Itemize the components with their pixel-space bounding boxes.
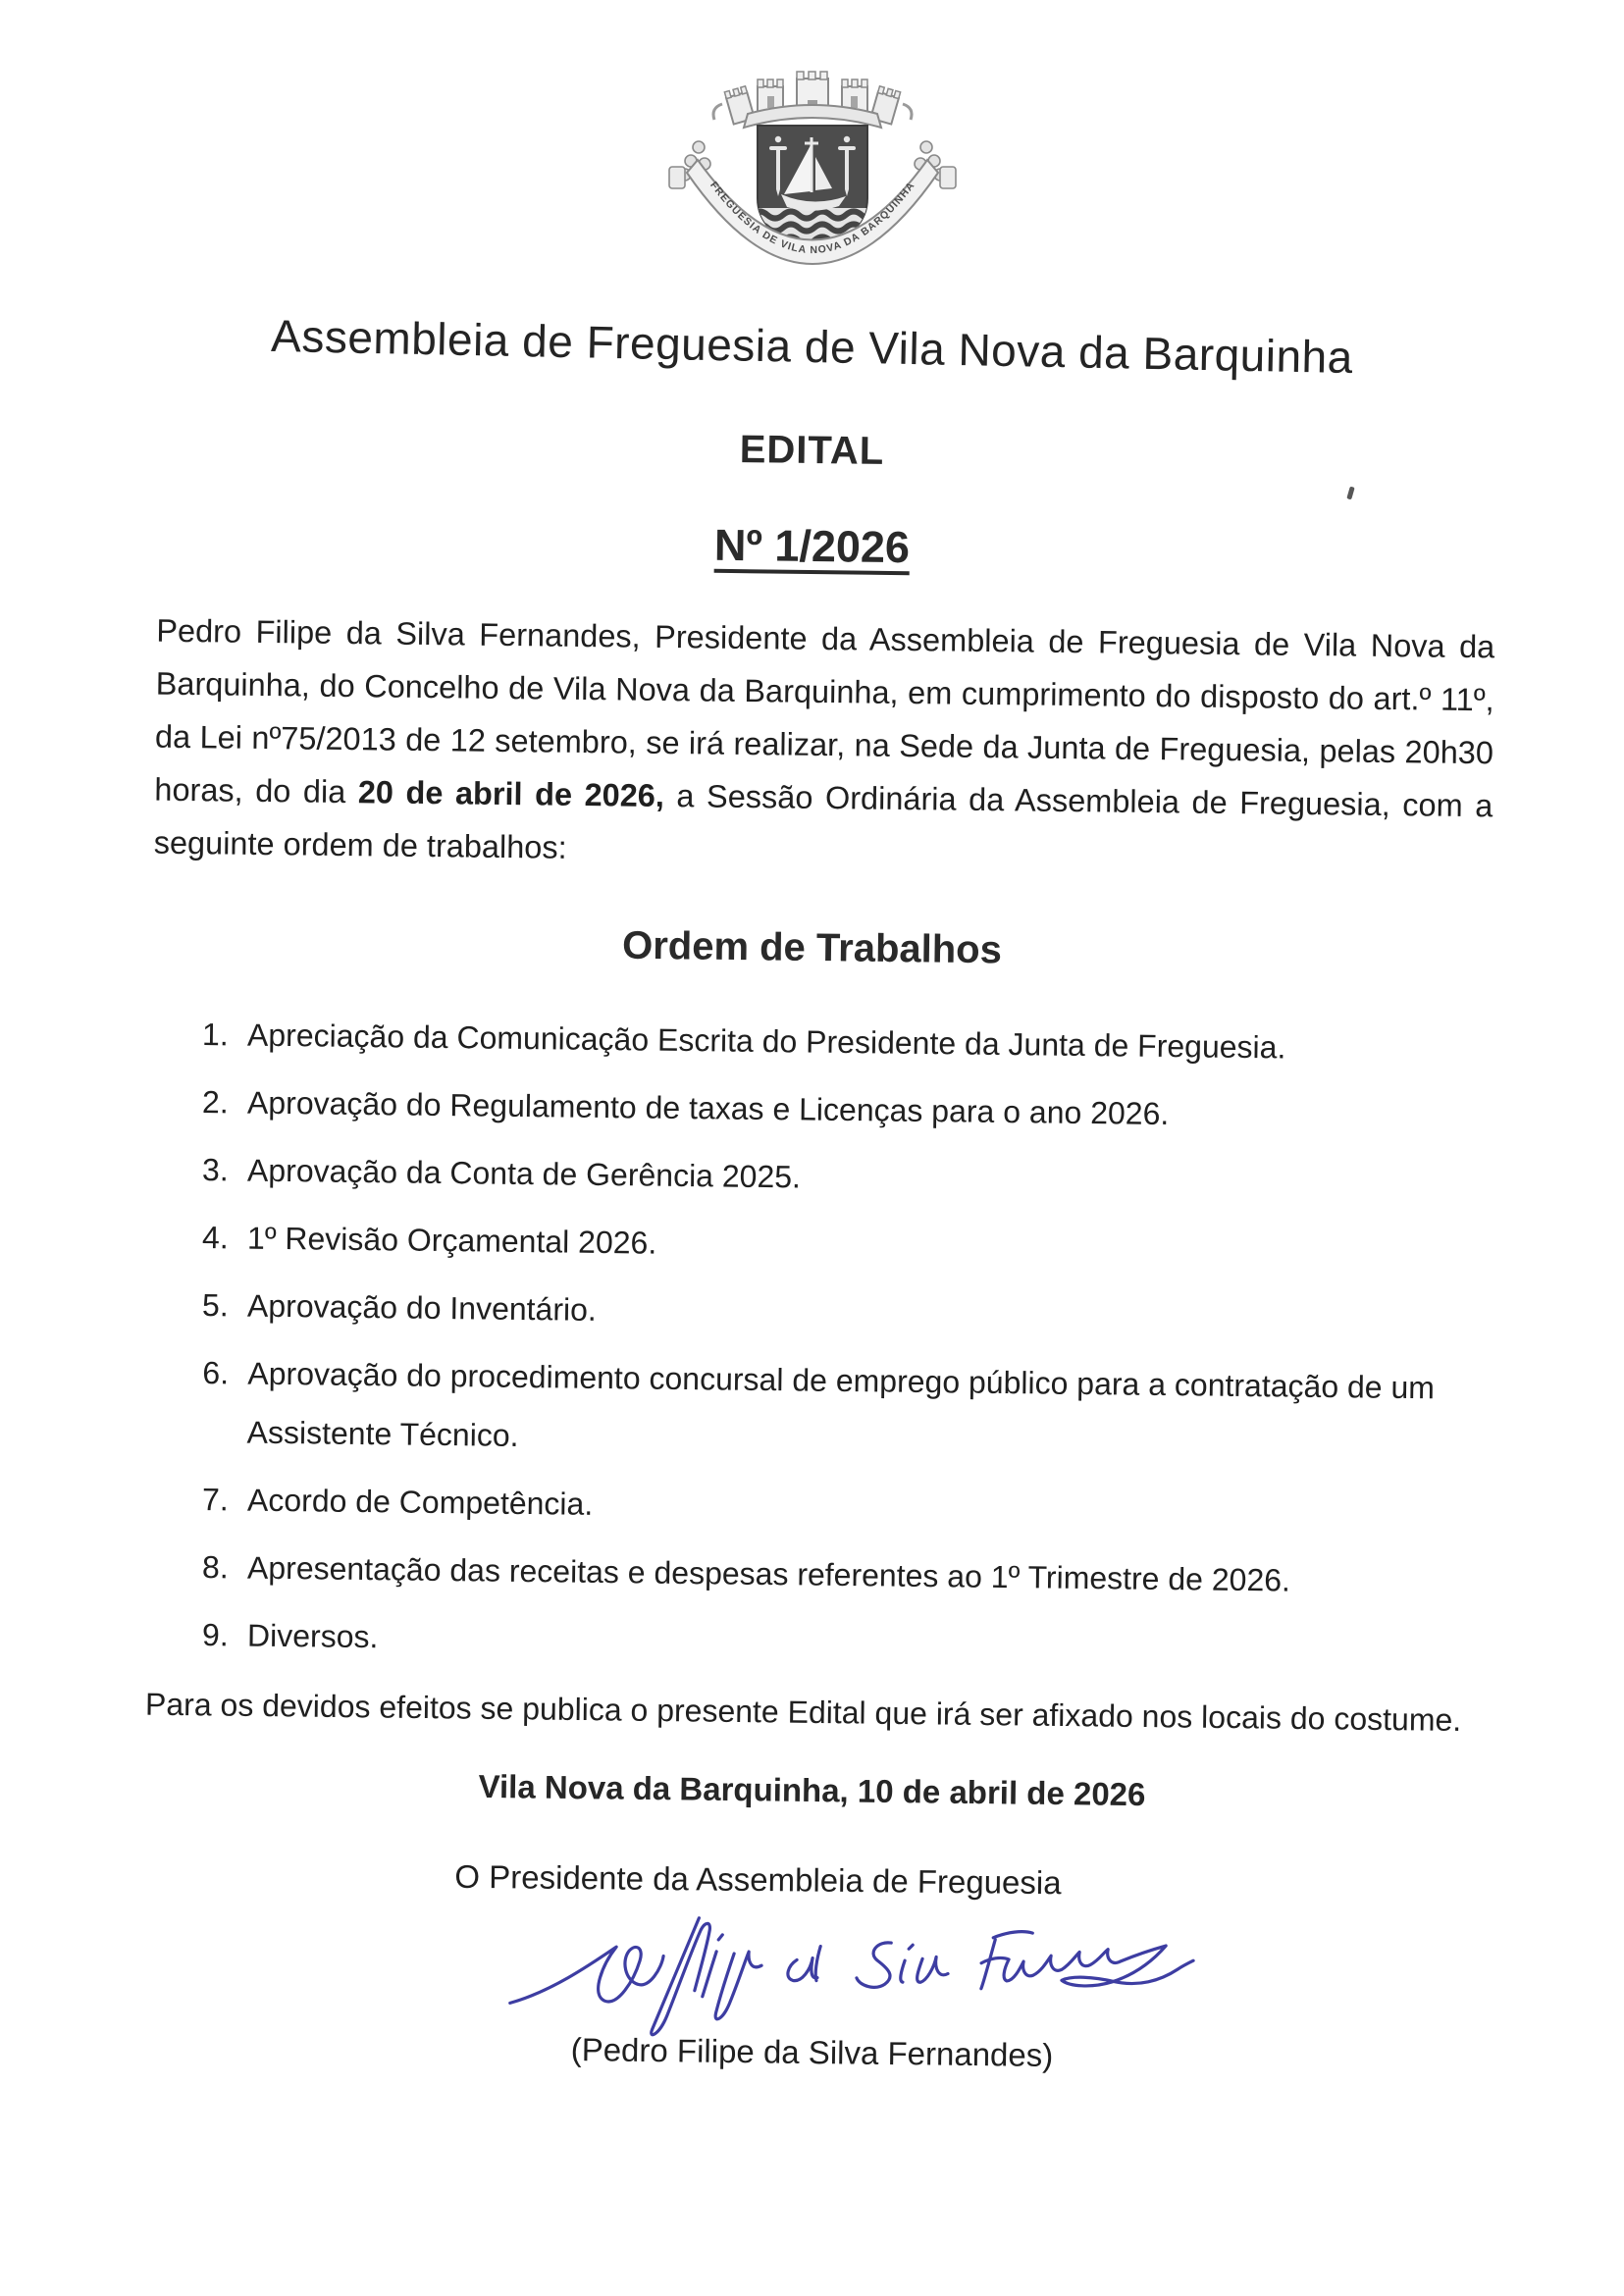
scan-artifact <box>1346 487 1354 500</box>
agenda-item-text: Aprovação do Regulamento de taxas e Licenças para o ano 2026. <box>246 1084 1170 1132</box>
closing-paragraph: Para os devidos efeitos se publica o presente Edital que irá ser afixado nos locais do costume. <box>144 1686 1462 1738</box>
agenda-item-text: Aprovação da Conta de Gerência 2025. <box>246 1152 802 1195</box>
intro-text-after: a Sessão Ordinária da Assembleia de Freguesia, com a seguinte ordem de trabalhos: <box>153 778 1493 865</box>
place-date-line: Vila Nova da Barquinha, 10 de abril de 2026 <box>478 1767 1146 1813</box>
agenda-item-number: 2. <box>201 1084 229 1121</box>
agenda-item <box>202 1276 1488 1350</box>
agenda-item-number: 8. <box>201 1549 229 1586</box>
agenda-item-number: 1. <box>201 1017 229 1053</box>
agenda-item-number: 3. <box>201 1152 229 1188</box>
agenda-item <box>202 1538 1488 1612</box>
intro-text-before: Pedro Filipe da Silva Fernandes, Presidente da Assembleia de Freguesia de Vila Nova da Barquinha, do Concelho de Vila Nova da Barquinha, em cumprimento do disposto do art.º 11º, da Lei nº75/2013 de 12 setembro, se irá realizar, na Sede da Junta de Freguesia, pelas 20h30 horas, do dia <box>154 612 1495 810</box>
crest-motto-text: FREGUESIA DE VILA NOVA DA BARQUINHA <box>707 179 917 257</box>
page-title: Assembleia de Freguesia de Vila Nova da Barquinha <box>270 309 1354 384</box>
agenda-item-text: Diversos. <box>246 1617 379 1655</box>
doc-number-text: Nº 1/2026 <box>713 519 911 573</box>
agenda-heading: Ordem de Trabalhos <box>621 923 1003 972</box>
signer-title-line: O Presidente da Assembleia de Freguesia <box>454 1857 1062 1902</box>
agenda-item-text: Apreciação da Comunicação Escrita do Presidente da Junta de Freguesia. <box>246 1017 1286 1066</box>
agenda-item <box>201 1343 1487 1477</box>
intro-paragraph <box>153 604 1494 886</box>
session-date: 20 de abril de 2026, <box>357 774 665 814</box>
agenda-item-number: 7. <box>201 1482 229 1518</box>
agenda-item <box>202 1140 1488 1215</box>
agenda-item-number: 9. <box>201 1617 229 1653</box>
doc-number-heading <box>0 510 1624 583</box>
signer-name-line: (Pedro Filipe da Silva Fernandes) <box>570 2030 1054 2074</box>
agenda-item <box>202 1072 1488 1147</box>
agenda-item-text: Acordo de Competência. <box>246 1482 594 1522</box>
mural-crown-icon <box>713 72 912 128</box>
agenda-item <box>202 1605 1488 1680</box>
agenda-item-number: 5. <box>201 1287 229 1324</box>
handwritten-signature <box>503 1903 1250 2041</box>
agenda-item-number: 6. <box>202 1355 230 1391</box>
agenda-item <box>202 1208 1488 1282</box>
agenda-item <box>202 1005 1488 1079</box>
agenda-item <box>202 1470 1488 1544</box>
doc-type-heading: EDITAL <box>739 428 885 473</box>
agenda-list <box>202 1013 1487 1672</box>
agenda-item-text: 1º Revisão Orçamental 2026. <box>246 1220 657 1261</box>
agenda-item-text: Aprovação do Inventário. <box>246 1287 598 1328</box>
agenda-item-text: Aprovação do procedimento concursal de emprego público para a contratação de um Assistente Técnico. <box>246 1355 1436 1453</box>
agenda-item-text: Apresentação das receitas e despesas referentes ao 1º Trimestre de 2026. <box>246 1549 1291 1598</box>
coat-of-arms <box>648 65 977 288</box>
agenda-item-number: 4. <box>201 1220 229 1256</box>
